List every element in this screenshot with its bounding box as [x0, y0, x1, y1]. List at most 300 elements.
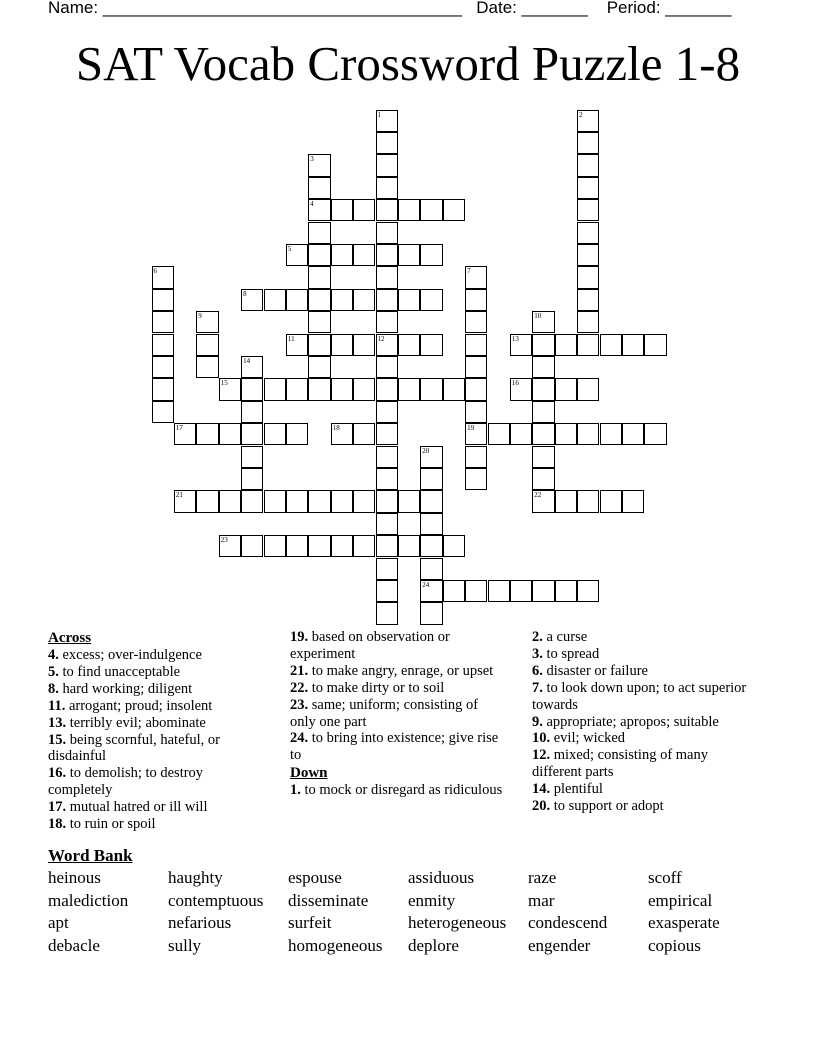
crossword-cell[interactable] [600, 423, 622, 445]
crossword-cell[interactable] [219, 378, 241, 400]
crossword-cell[interactable] [308, 334, 330, 356]
word-bank-item: engender [528, 935, 591, 955]
crossword-cell[interactable] [376, 334, 398, 356]
down-clue [532, 646, 747, 663]
crossword-cell[interactable] [577, 132, 599, 154]
crossword-cell[interactable] [353, 334, 375, 356]
date-field[interactable]: Date: _______ [476, 0, 588, 17]
crossword-cell[interactable] [308, 244, 330, 266]
clue-number: 19 [467, 424, 475, 433]
crossword-cell[interactable] [465, 334, 487, 356]
crossword-cell[interactable] [420, 535, 442, 557]
crossword-cell[interactable] [241, 378, 263, 400]
crossword-cell[interactable] [532, 580, 554, 602]
crossword-cell[interactable] [241, 289, 263, 311]
crossword-cell[interactable] [420, 580, 442, 602]
word-bank-item: espouse [288, 868, 342, 887]
name-field[interactable]: Name: ______________________________________ [48, 0, 463, 17]
crossword-cell[interactable] [286, 244, 308, 266]
clue-text: terribly evil; abominate [66, 714, 206, 731]
crossword-cell[interactable] [465, 446, 487, 468]
crossword-cell[interactable] [420, 446, 442, 468]
crossword-cell[interactable] [577, 580, 599, 602]
crossword-cell[interactable] [532, 446, 554, 468]
crossword-cell[interactable] [219, 423, 241, 445]
word-bank-item: enmity [408, 890, 456, 910]
clue-number-label: 19. [290, 629, 309, 645]
crossword-cell[interactable] [488, 580, 510, 602]
clue-text: to spread [542, 645, 600, 662]
clue-number-label: 24. [290, 730, 309, 747]
crossword-cell[interactable] [376, 222, 398, 244]
crossword-cell[interactable] [510, 334, 532, 356]
word-bank-item: deplore [408, 935, 459, 955]
clue-number-label: 4. [48, 647, 59, 663]
crossword-cell[interactable] [532, 311, 554, 333]
down-clue [532, 663, 747, 680]
crossword-cell[interactable] [376, 468, 398, 490]
word-bank-item: heterogeneous [408, 913, 507, 932]
crossword-cell[interactable] [577, 154, 599, 176]
crossword-cell[interactable] [420, 378, 442, 400]
clue-number: 3 [310, 155, 314, 164]
across-clue-list [48, 647, 263, 833]
clue-number-label: 10. [532, 730, 551, 747]
crossword-cell[interactable] [196, 490, 218, 512]
crossword-cell[interactable] [376, 423, 398, 445]
crossword-cell[interactable] [398, 535, 420, 557]
crossword-cell[interactable] [532, 490, 554, 512]
crossword-cell[interactable] [241, 401, 263, 423]
clue-number-label: 1. [290, 782, 301, 799]
crossword-cell[interactable] [376, 513, 398, 535]
crossword-cell[interactable] [555, 334, 577, 356]
crossword-cell[interactable] [308, 289, 330, 311]
down-clue [532, 730, 747, 747]
word-bank-item: assiduous [408, 868, 475, 887]
crossword-cell[interactable] [241, 446, 263, 468]
clue-number: 6 [153, 267, 157, 276]
crossword-cell[interactable] [555, 423, 577, 445]
crossword-cell[interactable] [152, 289, 174, 311]
down-clue [532, 629, 747, 646]
crossword-cell[interactable] [264, 289, 286, 311]
crossword-cell[interactable] [510, 423, 532, 445]
crossword-cell[interactable] [286, 289, 308, 311]
crossword-cell[interactable] [331, 334, 353, 356]
crossword-cell[interactable] [286, 423, 308, 445]
crossword-cell[interactable] [398, 378, 420, 400]
crossword-cell[interactable] [600, 490, 622, 512]
crossword-cell[interactable] [308, 199, 330, 221]
clue-number-label: 12. [532, 747, 551, 764]
crossword-cell[interactable] [398, 289, 420, 311]
clue-number: 1 [377, 110, 381, 119]
clue-text: same; uniform; consisting of only one part [290, 696, 479, 730]
down-clue [532, 714, 747, 731]
clue-number: 23 [220, 536, 228, 545]
across-clue [290, 697, 505, 731]
crossword-cell[interactable] [353, 490, 375, 512]
crossword-cell[interactable] [331, 244, 353, 266]
crossword-cell[interactable] [308, 378, 330, 400]
across-clue [290, 663, 505, 680]
word-bank-heading: Word Bank [48, 846, 133, 865]
crossword-cell[interactable] [577, 490, 599, 512]
clues-column-1 [48, 629, 263, 833]
crossword-cell[interactable] [308, 154, 330, 176]
crossword-cell[interactable] [465, 378, 487, 400]
crossword-cell[interactable] [174, 423, 196, 445]
clue-text: disaster or failure [542, 662, 648, 679]
crossword-cell[interactable] [308, 311, 330, 333]
crossword-cell[interactable] [555, 490, 577, 512]
clue-number-label: 5. [48, 663, 59, 680]
crossword-cell[interactable] [420, 490, 442, 512]
crossword-cell[interactable] [308, 356, 330, 378]
crossword-cell[interactable] [308, 177, 330, 199]
clue-text: to make dirty or to soil [308, 679, 445, 696]
crossword-cell[interactable] [264, 535, 286, 557]
word-bank-item: disseminate [288, 890, 369, 910]
crossword-cell[interactable] [196, 423, 218, 445]
clue-number: 13 [511, 334, 519, 343]
clue-text: plentiful [550, 781, 603, 798]
clue-text: excess; over-indulgence [58, 647, 202, 663]
clue-number: 7 [467, 267, 471, 276]
crossword-cell[interactable] [443, 378, 465, 400]
clue-number: 21 [175, 491, 183, 500]
crossword-cell[interactable] [555, 378, 577, 400]
clue-number-label: 2. [532, 629, 543, 645]
clue-text: to demolish; to destroy completely [48, 765, 204, 799]
word-bank-item: empirical [648, 890, 713, 910]
clue-number-label: 8. [48, 680, 59, 697]
crossword-cell[interactable] [331, 289, 353, 311]
crossword-cell[interactable] [219, 535, 241, 557]
crossword-cell[interactable] [376, 558, 398, 580]
crossword-cell[interactable] [398, 244, 420, 266]
clue-text: mutual hatred or ill will [66, 799, 208, 816]
crossword-cell[interactable] [532, 468, 554, 490]
crossword-cell[interactable] [152, 401, 174, 423]
across-clue [48, 765, 263, 799]
crossword-cell[interactable] [532, 378, 554, 400]
down-clue [532, 680, 747, 714]
crossword-cell[interactable] [577, 311, 599, 333]
word-bank-item: heinous [48, 868, 101, 887]
crossword-cell[interactable] [308, 490, 330, 512]
clue-number: 8 [243, 289, 247, 298]
clue-number: 18 [332, 424, 340, 433]
word-bank [48, 868, 768, 958]
across-clue [290, 680, 505, 697]
clue-text: to bring into existence; give rise to [290, 730, 499, 764]
word-bank-item: mar [528, 890, 555, 910]
across-clue [290, 629, 505, 663]
word-bank-item: apt [48, 913, 69, 932]
crossword-cell[interactable] [286, 334, 308, 356]
crossword-cell[interactable] [443, 580, 465, 602]
clue-text: arrogant; proud; insolent [65, 697, 213, 714]
crossword-cell[interactable] [577, 378, 599, 400]
clue-text: evil; wicked [550, 730, 626, 747]
crossword-cell[interactable] [510, 378, 532, 400]
crossword-cell[interactable] [353, 289, 375, 311]
crossword-cell[interactable] [420, 334, 442, 356]
word-bank-item: nefarious [168, 913, 232, 932]
crossword-cell[interactable] [376, 199, 398, 221]
crossword-cell[interactable] [376, 177, 398, 199]
crossword-cell[interactable] [308, 222, 330, 244]
crossword-cell[interactable] [488, 423, 510, 445]
crossword-cell[interactable] [398, 199, 420, 221]
crossword-cell[interactable] [622, 423, 644, 445]
crossword-cell[interactable] [420, 468, 442, 490]
crossword-cell[interactable] [219, 490, 241, 512]
down-clue [532, 747, 747, 781]
crossword-cell[interactable] [241, 356, 263, 378]
crossword-cell[interactable] [532, 334, 554, 356]
crossword-cell[interactable] [152, 311, 174, 333]
crossword-cell[interactable] [376, 446, 398, 468]
crossword-cell[interactable] [331, 535, 353, 557]
word-bank-item: homogeneous [288, 935, 383, 955]
across-clue [290, 730, 505, 764]
crossword-cell[interactable] [241, 423, 263, 445]
clue-number-label: 11. [48, 697, 66, 714]
word-bank-item: copious [648, 935, 701, 955]
crossword-cell[interactable] [465, 356, 487, 378]
crossword-cell[interactable] [353, 423, 375, 445]
clue-text: hard working; diligent [58, 680, 193, 697]
word-bank-item: surfeit [288, 913, 332, 932]
clue-text: being scornful, hateful, or disdainful [48, 731, 220, 765]
crossword-cell[interactable] [152, 356, 174, 378]
crossword-cell[interactable] [196, 356, 218, 378]
crossword-cell[interactable] [376, 401, 398, 423]
crossword-cell[interactable] [420, 244, 442, 266]
clues-column-2 [290, 629, 505, 799]
crossword-cell[interactable] [577, 110, 599, 132]
crossword-cell[interactable] [465, 423, 487, 445]
clue-text: based on observation or experiment [290, 629, 450, 662]
crossword-cell[interactable] [331, 199, 353, 221]
crossword-cell[interactable] [465, 468, 487, 490]
crossword-cell[interactable] [600, 334, 622, 356]
word-bank-item: sully [168, 935, 202, 955]
crossword-cell[interactable] [420, 513, 442, 535]
crossword-cell[interactable] [465, 266, 487, 288]
crossword-cell[interactable] [376, 266, 398, 288]
clue-text: mixed; consisting of many different parts [532, 747, 708, 781]
clue-text: appropriate; apropos; suitable [542, 713, 719, 730]
crossword-cell[interactable] [465, 401, 487, 423]
crossword-cell[interactable] [152, 378, 174, 400]
clue-number-label: 21. [290, 662, 309, 679]
crossword-cell[interactable] [577, 177, 599, 199]
period-field[interactable]: Period: _______ [606, 0, 732, 17]
crossword-cell[interactable] [577, 334, 599, 356]
crossword-cell[interactable] [286, 490, 308, 512]
crossword-cell[interactable] [398, 334, 420, 356]
crossword-cell[interactable] [152, 334, 174, 356]
across-clue [48, 715, 263, 732]
clues-column-3 [532, 629, 747, 815]
crossword-cell[interactable] [420, 199, 442, 221]
clue-number-label: 15. [48, 731, 67, 748]
clue-text: to ruin or spoil [66, 816, 156, 833]
word-bank-item: haughty [168, 868, 223, 887]
clue-number-label: 16. [48, 765, 67, 782]
clue-text: to find unacceptable [58, 663, 181, 680]
across-clue [48, 664, 263, 681]
crossword-cell[interactable] [241, 490, 263, 512]
clue-number: 24 [422, 580, 430, 589]
crossword-cell[interactable] [241, 468, 263, 490]
clue-number-label: 14. [532, 781, 551, 798]
clue-number-label: 22. [290, 679, 309, 696]
crossword-cell[interactable] [622, 490, 644, 512]
across-clue [48, 799, 263, 816]
crossword-cell[interactable] [398, 490, 420, 512]
crossword-cell[interactable] [577, 199, 599, 221]
crossword-cell[interactable] [353, 535, 375, 557]
crossword-cell[interactable] [286, 378, 308, 400]
crossword-cell[interactable] [622, 334, 644, 356]
clue-number: 17 [175, 424, 183, 433]
word-bank-item: scoff [648, 868, 682, 887]
crossword-cell[interactable] [443, 535, 465, 557]
crossword-cell[interactable] [331, 490, 353, 512]
clue-number: 22 [534, 491, 542, 500]
down-clue-list-continued [532, 629, 747, 815]
clue-text: a curse [542, 629, 588, 645]
crossword-cell[interactable] [420, 289, 442, 311]
crossword-cell[interactable] [196, 311, 218, 333]
clue-text: to look down upon; to act superior towards [532, 679, 747, 713]
crossword-cell[interactable] [376, 244, 398, 266]
clue-text: to support or adopt [550, 798, 664, 815]
clue-number: 2 [579, 110, 583, 119]
crossword-cell[interactable] [443, 199, 465, 221]
clue-number: 11 [287, 334, 295, 343]
word-bank-item: raze [528, 868, 557, 887]
crossword-cell[interactable] [465, 289, 487, 311]
across-clue-list-continued [290, 629, 505, 764]
crossword-cell[interactable] [196, 334, 218, 356]
crossword-cell[interactable] [376, 110, 398, 132]
clue-number: 16 [511, 379, 519, 388]
crossword-cell[interactable] [644, 423, 666, 445]
clue-number-label: 6. [532, 662, 543, 679]
clue-number: 14 [243, 356, 251, 365]
across-heading: Across [48, 630, 92, 646]
clue-number: 12 [377, 334, 385, 343]
crossword-cell[interactable] [353, 378, 375, 400]
clue-number-label: 17. [48, 799, 67, 816]
clue-number: 10 [534, 312, 542, 321]
crossword-cell[interactable] [308, 266, 330, 288]
crossword-cell[interactable] [152, 266, 174, 288]
crossword-cell[interactable] [376, 378, 398, 400]
crossword-cell[interactable] [353, 199, 375, 221]
crossword-cell[interactable] [331, 378, 353, 400]
crossword-cell[interactable] [308, 535, 330, 557]
down-clue-list [290, 782, 505, 799]
crossword-cell[interactable] [376, 356, 398, 378]
across-clue [48, 698, 263, 715]
crossword-cell[interactable] [532, 356, 554, 378]
word-bank-item: contemptuous [168, 890, 264, 910]
down-heading: Down [290, 765, 328, 782]
crossword-cell[interactable] [644, 334, 666, 356]
clue-number: 4 [310, 200, 314, 209]
down-clue [290, 782, 505, 799]
crossword-cell[interactable] [241, 535, 263, 557]
crossword-cell[interactable] [465, 311, 487, 333]
crossword-cell[interactable] [420, 558, 442, 580]
crossword-cell[interactable] [420, 602, 442, 624]
crossword-cell[interactable] [465, 580, 487, 602]
crossword-cell[interactable] [577, 222, 599, 244]
across-clue [48, 647, 263, 664]
crossword-cell[interactable] [555, 580, 577, 602]
across-clue [48, 681, 263, 698]
word-bank-item: condescend [528, 913, 608, 932]
crossword-cell[interactable] [577, 423, 599, 445]
clue-number-label: 23. [290, 696, 309, 713]
crossword-cell[interactable] [376, 154, 398, 176]
crossword-cell[interactable] [376, 602, 398, 624]
clue-number-label: 3. [532, 645, 543, 662]
down-clue [532, 798, 747, 815]
crossword-cell[interactable] [174, 490, 196, 512]
clue-number: 9 [198, 312, 202, 321]
crossword-cell[interactable] [532, 423, 554, 445]
clue-number-label: 20. [532, 798, 551, 815]
word-bank-item: exasperate [648, 913, 720, 932]
across-clue [48, 816, 263, 833]
crossword-cell[interactable] [510, 580, 532, 602]
crossword-cell[interactable] [353, 244, 375, 266]
clue-number-label: 18. [48, 816, 67, 833]
crossword-cell[interactable] [577, 289, 599, 311]
crossword-cell[interactable] [376, 311, 398, 333]
crossword-cell[interactable] [264, 490, 286, 512]
clue-text: to make angry, enrage, or upset [308, 662, 494, 679]
crossword-cell[interactable] [376, 535, 398, 557]
crossword-cell[interactable] [577, 266, 599, 288]
clue-number-label: 9. [532, 713, 543, 730]
crossword-cell[interactable] [376, 490, 398, 512]
crossword-cell[interactable] [376, 132, 398, 154]
clue-number: 20 [422, 446, 430, 455]
crossword-cell[interactable] [577, 244, 599, 266]
crossword-cell[interactable] [264, 423, 286, 445]
crossword-cell[interactable] [532, 401, 554, 423]
clue-number-label: 13. [48, 714, 67, 731]
crossword-cell[interactable] [376, 580, 398, 602]
clue-number-label: 7. [532, 679, 543, 696]
clue-text: to mock or disregard as ridiculous [300, 782, 503, 799]
crossword-cell[interactable] [331, 423, 353, 445]
crossword-cell[interactable] [376, 289, 398, 311]
word-bank-item: debacle [48, 935, 100, 955]
crossword-cell[interactable] [286, 535, 308, 557]
crossword-cell[interactable] [264, 378, 286, 400]
page-title: SAT Vocab Crossword Puzzle 1-8 [75, 36, 741, 91]
